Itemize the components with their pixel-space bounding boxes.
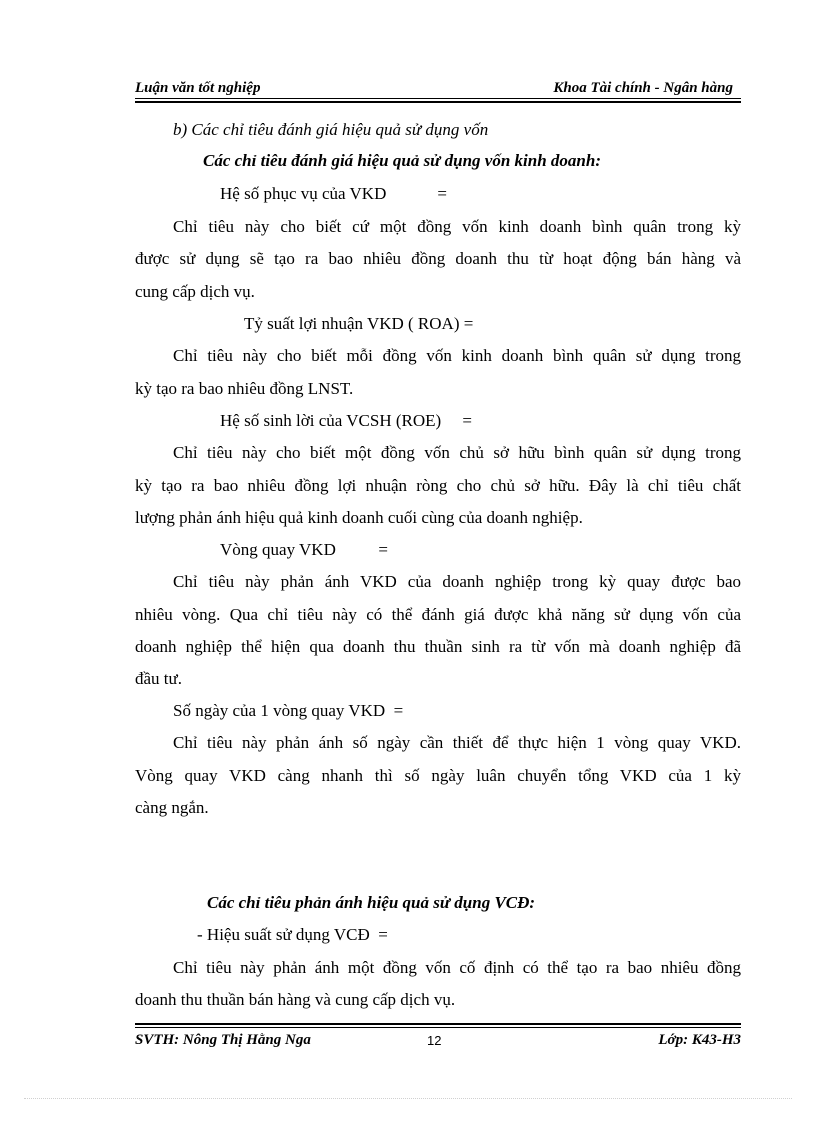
page-break-divider [24,1098,792,1099]
footer-author: SVTH: Nông Thị Hằng Nga [135,1032,311,1048]
page-number: 12 [427,1033,442,1048]
footer-class: Lớp: K43-H3 [658,1032,741,1048]
para4-line1: Chỉ tiêu này phản ánh VKD của doanh nghiệp trong kỳ quay được bao [173,572,741,591]
heading-vcd: Các chỉ tiêu phản ánh hiệu quả sử dụng VCĐ: [207,893,536,912]
footer-rule-thick [135,1023,741,1025]
footer-rule-thin [135,1027,741,1028]
header-faculty-label: Khoa Tài chính - Ngân hàng [553,80,733,96]
para5-line1: Chỉ tiêu này phản ánh số ngày cần thiết để thực hiện 1 vòng quay VKD. [173,733,741,752]
header-thesis-label: Luận văn tốt nghiệp [135,80,261,96]
formula-roa: Tỷ suất lợi nhuận VKD ( ROA) = [244,314,474,333]
header-rule-thin [135,98,741,99]
header-rule-thick [135,101,741,103]
para6-line2: doanh thu thuần bán hàng và cung cấp dịch vụ. [135,990,456,1009]
para3-line1: Chỉ tiêu này cho biết một đồng vốn chủ sở hữu bình quân sử dụng trong [173,443,741,462]
para3-line3: lượng phản ánh hiệu quả kinh doanh cuối cùng của doanh nghiệp. [135,508,583,527]
formula-vkd-service: Hệ số phục vụ của VKD = [220,184,447,203]
section-b-title: b) Các chỉ tiêu đánh giá hiệu quả sử dụng vốn [173,120,489,139]
para2-line2: kỳ tạo ra bao nhiêu đồng LNST. [135,379,354,398]
para4-line2: nhiêu vòng. Qua chỉ tiêu này có thể đánh giá được khả năng sử dụng vốn của [135,605,741,624]
para1-line3: cung cấp dịch vụ. [135,282,255,301]
para4-line4: đầu tư. [135,669,182,688]
para1-line2: được sử dụng sẽ tạo ra bao nhiêu đồng doanh thu từ hoạt động bán hàng và [135,249,741,268]
formula-turnover: Vòng quay VKD = [220,540,388,559]
para3-line2: kỳ tạo ra bao nhiêu đồng lợi nhuận ròng cho chủ sở hữu. Đây là chỉ tiêu chất [135,476,741,495]
heading-vkd: Các chỉ tiêu đánh giá hiệu quả sử dụng vốn kinh doanh: [203,151,601,170]
para1-line1: Chỉ tiêu này cho biết cứ một đồng vốn kinh doanh bình quân trong kỳ [173,217,741,236]
para4-line3: doanh nghiệp thể hiện qua doanh thu thuần sinh ra từ vốn mà doanh nghiệp đã [135,637,741,656]
formula-vcd-efficiency: - Hiệu suất sử dụng VCĐ = [197,925,388,944]
para6-line1: Chỉ tiêu này phản ánh một đồng vốn cố định có thể tạo ra bao nhiêu đồng [173,958,741,977]
para2-line1: Chỉ tiêu này cho biết mỗi đồng vốn kinh doanh bình quân sử dụng trong [173,346,741,365]
formula-days: Số ngày của 1 vòng quay VKD = [173,701,404,720]
formula-roe: Hệ số sinh lời của VCSH (ROE) = [220,411,473,430]
para5-line2: Vòng quay VKD càng nhanh thì số ngày luân chuyển tổng VKD của 1 kỳ [135,766,741,785]
para5-line3: càng ngắn. [135,798,209,817]
